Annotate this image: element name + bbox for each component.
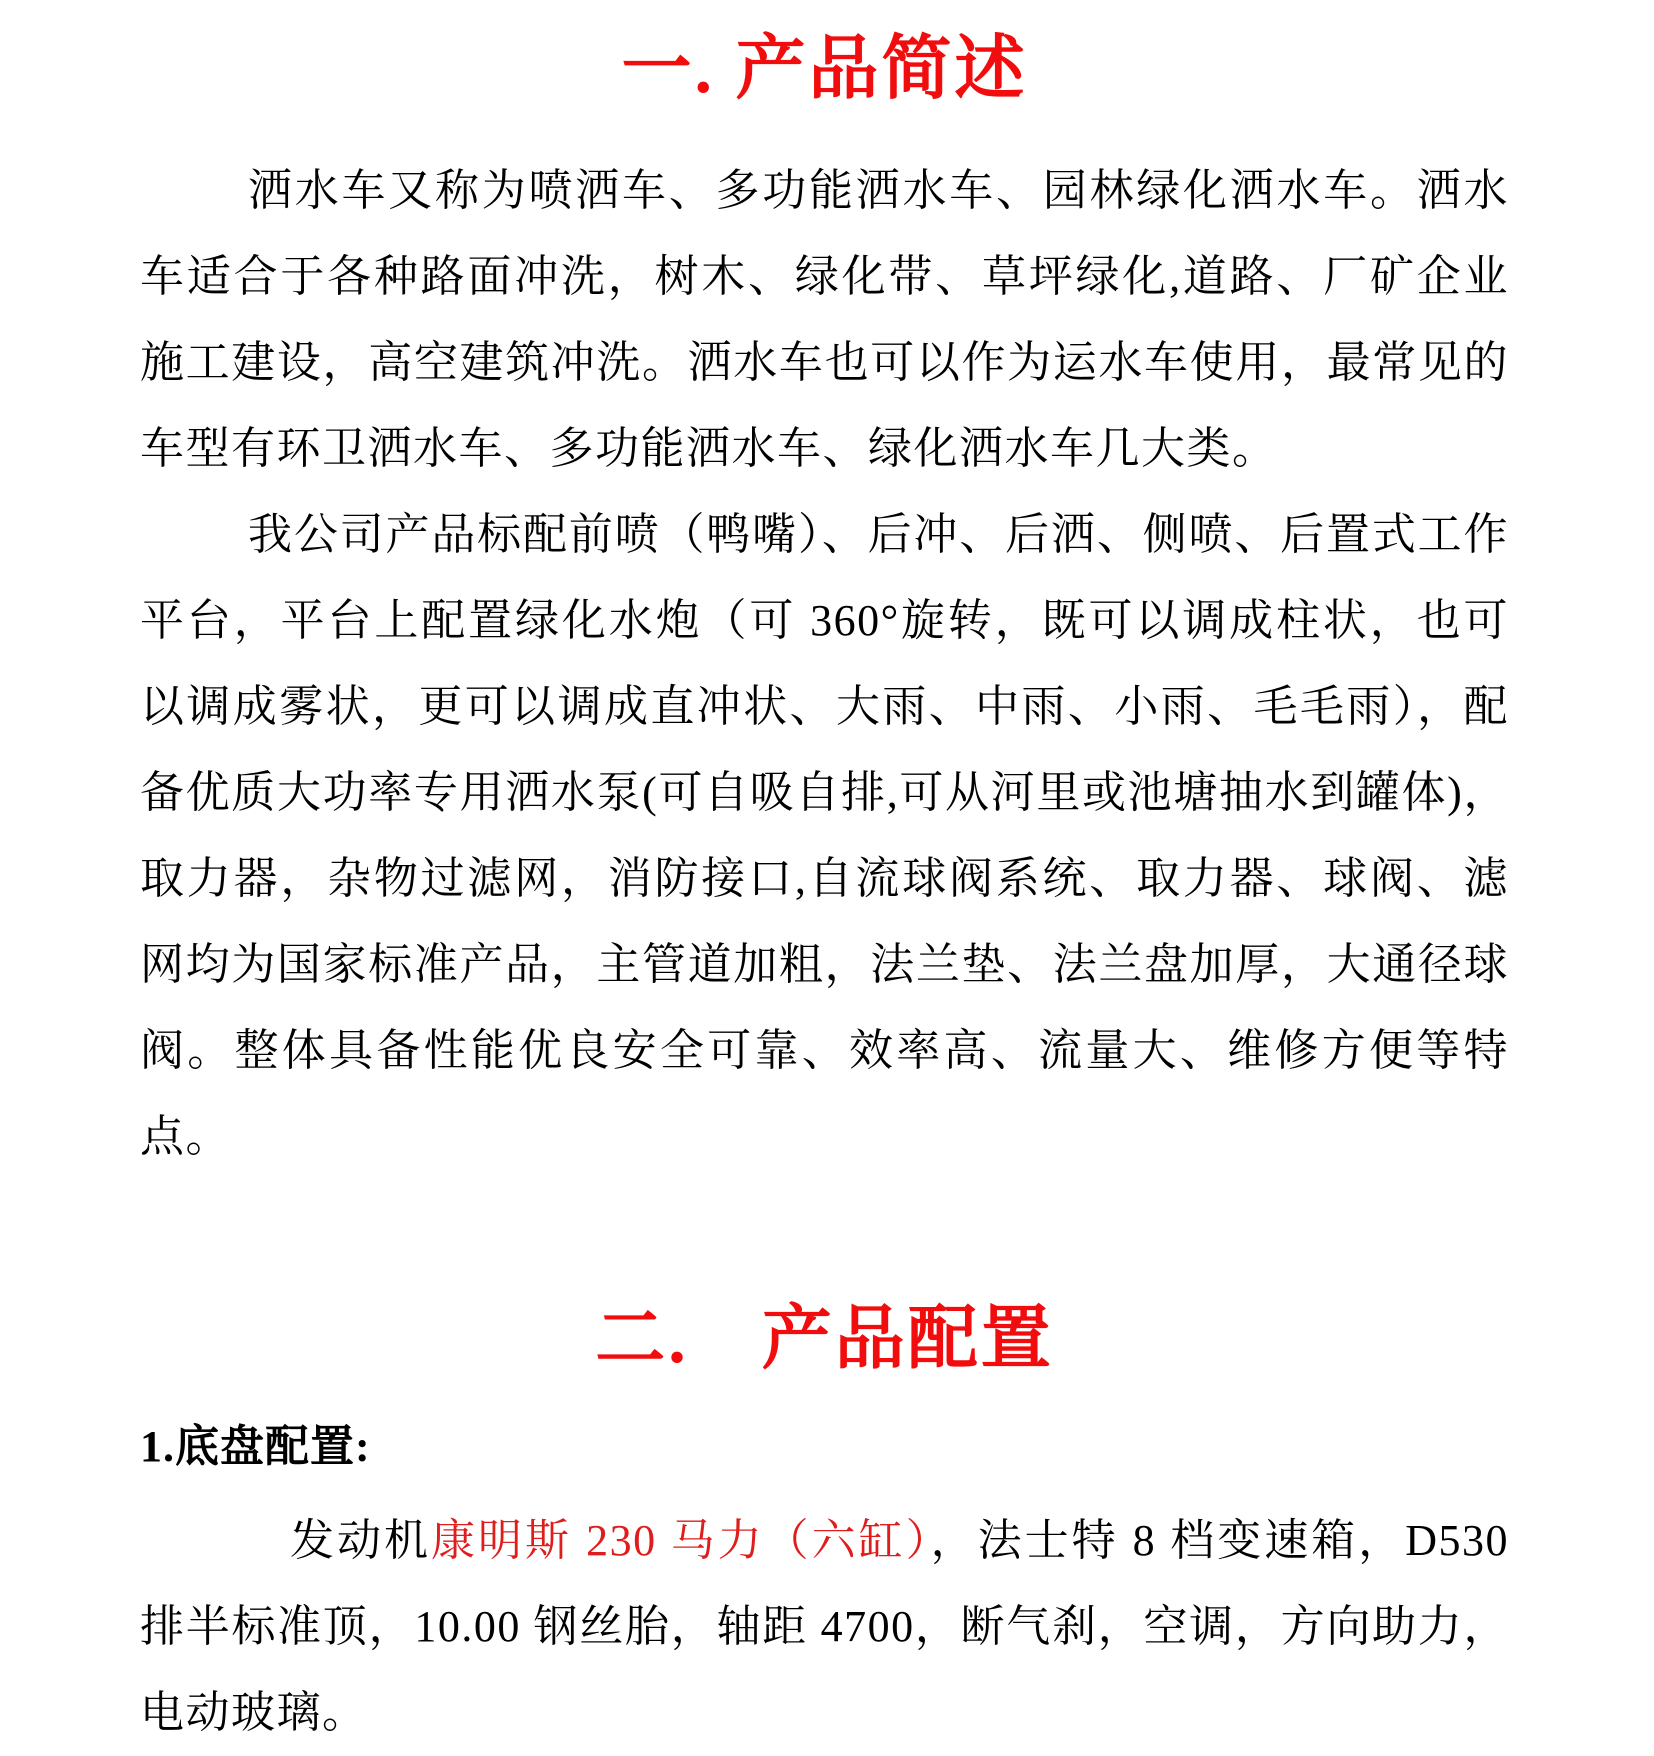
chassis-config-subheading: 1.底盘配置: <box>140 1422 371 1471</box>
chassis-text-prefix: 发动机 <box>290 1516 432 1565</box>
section-overview-title: 一. 产品简述 <box>621 31 1028 108</box>
chassis-engine-highlight: 康明斯 230 马力（六缸） <box>431 1516 931 1565</box>
chassis-paragraph <box>140 1498 1509 1756</box>
overview-paragraph-1: 洒水车又称为喷洒车、多功能洒水车、园林绿化洒水车。洒水车适合于各种路面冲洗，树木、绿化带、草坪绿化,道路、厂矿企业施工建设，高空建筑冲洗。洒水车也可以作为运水车使用，最常见的车型有环卫洒水车、多功能洒水车、绿化洒水车几大类。 <box>140 166 1509 473</box>
document-page <box>0 30 1654 1737</box>
section-config-title: 二. 产品配置 <box>595 1301 1054 1378</box>
chassis-text-suffix: ，法士特 8 档变速箱，D530 排半标准顶，10.00 钢丝胎，轴距 4700，断气刹，空调，方向助力，电动玻璃。 <box>140 1516 1510 1737</box>
overview-paragraph-2: 我公司产品标配前喷（鸭嘴）、后冲、后洒、侧喷、后置式工作平台，平台上配置绿化水炮（可 360°旋转，既可以调成柱状，也可以调成雾状，更可以调成直冲状、大雨、中雨、小雨、毛毛雨），配备优质大功率专用洒水泵(可自吸自排,可从河里或池塘抽水到罐体)，取力器，杂物过滤网，消防接口,自流球阀系统、取力器、球阀、滤网均为国家标准产品，主管道加粗，法兰垫、法兰盘加厚，大通径球阀。整体具备性能优良安全可靠、效率高、流量大、维修方便等特点。 <box>140 510 1509 1161</box>
